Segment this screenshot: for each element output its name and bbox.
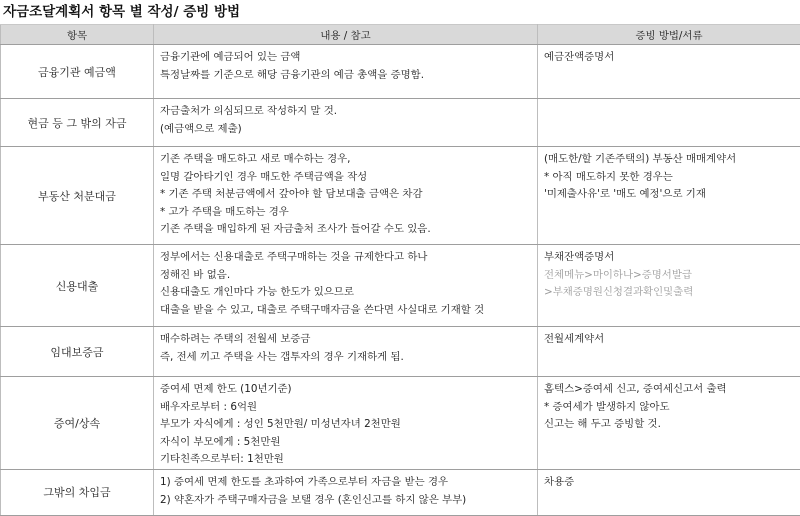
proof-line: 전월세계약서: [538, 331, 800, 349]
content-line: 금융기관에 예금되어 있는 금액: [154, 49, 537, 67]
content-line: 2) 약혼자가 주택구매자금을 보탤 경우 (혼인신고를 하지 않은 부부): [154, 492, 537, 510]
proof-line: >부채증명원신청결과확인및출력: [538, 284, 800, 302]
content-line: 1) 증여세 면제 한도를 초과하여 가족으로부터 자금을 받는 경우: [154, 474, 537, 492]
proof-line: 홈텍스>증여세 신고, 증여세신고서 출력: [538, 381, 800, 399]
content-line: 기존 주택을 매도하고 새로 매수하는 경우,: [154, 151, 537, 169]
content-line: 특정날짜를 기준으로 해당 금융기관의 예금 총액을 증명함.: [154, 67, 537, 85]
content-line: 자금출처가 의심되므로 작성하지 말 것.: [154, 103, 537, 121]
table-row: [1, 45, 800, 99]
row-proof: [538, 469, 800, 515]
content-line: 정부에서는 신용대출로 주택구매하는 것을 규제한다고 하나: [154, 249, 537, 267]
proof-line: 부채잔액증명서: [538, 249, 800, 267]
content-line: (예금액으로 제출): [154, 121, 537, 139]
proof-line: * 아직 매도하지 못한 경우는: [538, 169, 800, 187]
content-line: 즉, 전세 끼고 주택을 사는 갭투자의 경우 기재하게 됨.: [154, 349, 537, 367]
row-category: 신용대출: [1, 245, 154, 327]
row-content: [154, 245, 538, 327]
row-category: 현금 등 그 밖의 자금: [1, 99, 154, 147]
content-line: 일명 갈아타기인 경우 매도한 주택금액을 작성: [154, 169, 537, 187]
page-title: 자금조달계획서 항목 별 작성/ 증빙 방법: [3, 1, 240, 23]
content-line: 기존 주택을 매입하게 된 자금출처 조사가 들어갈 수도 있음.: [154, 221, 537, 239]
content-line: 배우자로부터 : 6억원: [154, 399, 537, 417]
proof-line: '미제출사유'로 '매도 예정'으로 기재: [538, 186, 800, 204]
proof-line: 예금잔액증명서: [538, 49, 800, 67]
table-row: [1, 245, 800, 327]
row-proof: [538, 245, 800, 327]
table-row: [1, 377, 800, 470]
row-proof: [538, 99, 800, 147]
content-line: 매수하려는 주택의 전월세 보증금: [154, 331, 537, 349]
row-content: [154, 469, 538, 515]
content-line: * 고가 주택을 매도하는 경우: [154, 204, 537, 222]
row-category: 임대보증금: [1, 327, 154, 377]
row-category: 부동산 처분대금: [1, 147, 154, 245]
proof-line: * 증여세가 발생하지 않아도: [538, 399, 800, 417]
row-content: [154, 327, 538, 377]
content-line: 신용대출도 개인마다 가능 한도가 있으므로: [154, 284, 537, 302]
content-line: 대출을 받을 수 있고, 대출로 주택구매자금을 쓴다면 사실대로 기재할 것: [154, 302, 537, 320]
table-row: [1, 147, 800, 245]
proof-line: (매도한/할 기존주택의) 부동산 매매계약서: [538, 151, 800, 169]
proof-line: 차용증: [538, 474, 800, 492]
row-proof: [538, 147, 800, 245]
content-line: 기타친족으로부터: 1천만원: [154, 451, 537, 469]
proof-line: 신고는 해 두고 증빙할 것.: [538, 416, 800, 434]
header-category: 항목: [1, 25, 154, 45]
row-category: 증여/상속: [1, 377, 154, 470]
content-line: * 기존 주택 처분금액에서 갚아야 할 담보대출 금액은 차감: [154, 186, 537, 204]
row-proof: [538, 45, 800, 99]
row-content: [154, 99, 538, 147]
table-row: [1, 99, 800, 147]
header-row: [1, 25, 800, 45]
row-proof: [538, 377, 800, 470]
header-content: 내용 / 참고: [154, 25, 538, 45]
table-row: [1, 469, 800, 515]
row-proof: [538, 327, 800, 377]
row-category: 그밖의 차입금: [1, 469, 154, 515]
content-line: 부모가 자식에게 : 성인 5천만원/ 미성년자녀 2천만원: [154, 416, 537, 434]
proof-line: 전체메뉴>마이하나>증명서발급: [538, 267, 800, 285]
row-content: [154, 377, 538, 470]
funding-plan-table: [0, 24, 800, 516]
row-content: [154, 45, 538, 99]
row-category: 금융기관 예금액: [1, 45, 154, 99]
content-line: 자식이 부모에게 : 5천만원: [154, 434, 537, 452]
content-line: 정해진 바 없음.: [154, 267, 537, 285]
row-content: [154, 147, 538, 245]
content-line: 증여세 면제 한도 (10년기준): [154, 381, 537, 399]
table-row: [1, 327, 800, 377]
header-proof: 증빙 방법/서류: [538, 25, 800, 45]
